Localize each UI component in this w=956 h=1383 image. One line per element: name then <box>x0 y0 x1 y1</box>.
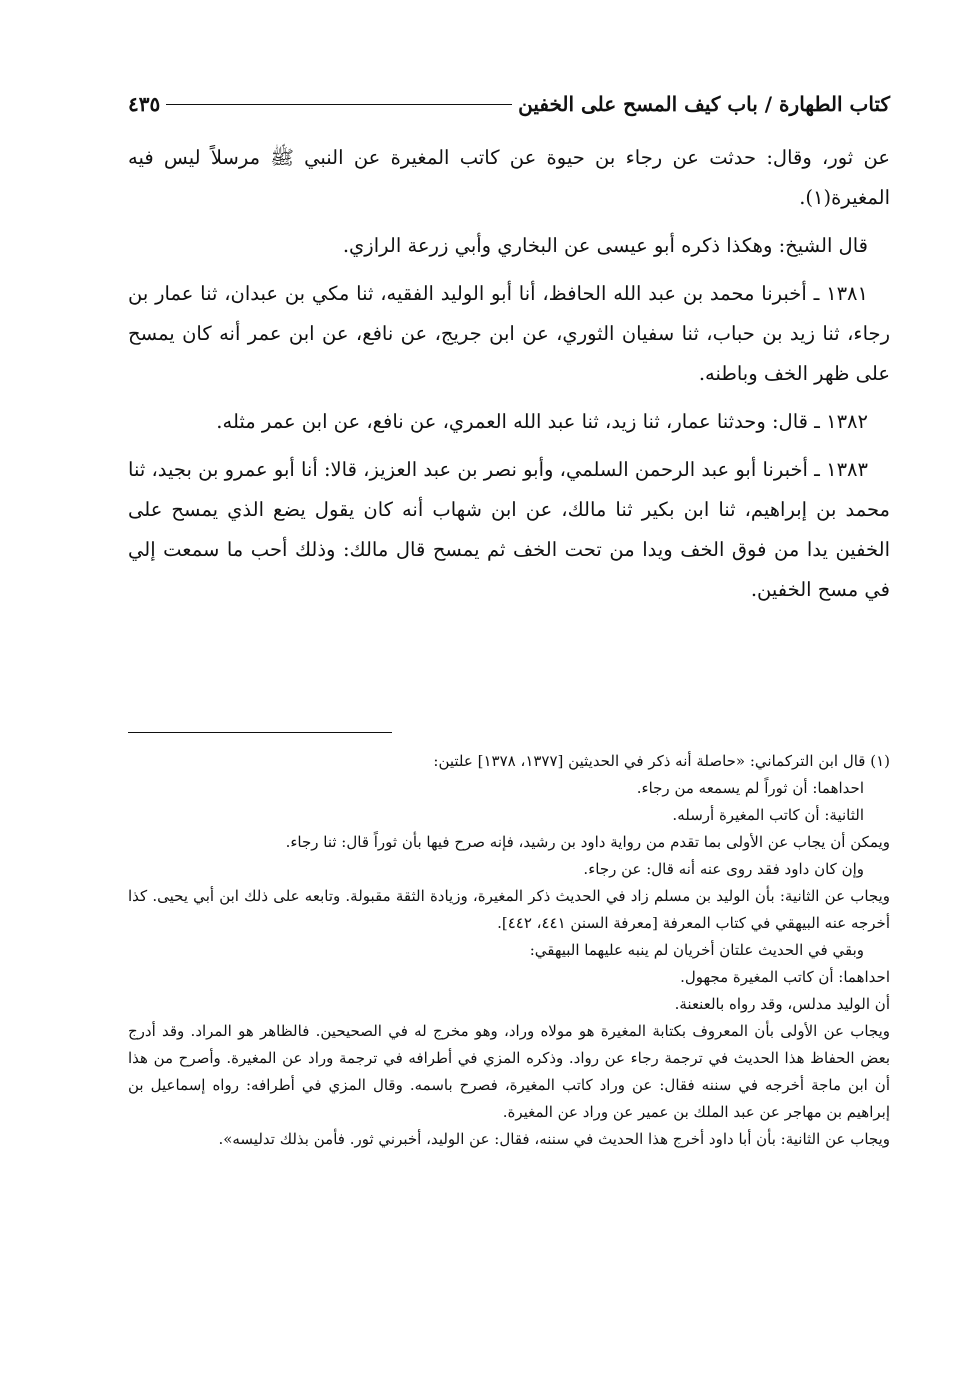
footnote-line: الثانية: أن كاتب المغيرة أرسله. <box>672 806 864 824</box>
footnote-line: (١) قال ابن التركماني: «حاصلة أنه ذكر في الحديثين [١٣٧٧، ١٣٧٨] علتين: <box>433 752 890 770</box>
footnote-line: ويمكن أن يجاب عن الأولى بما تقدم من رواية داود بن رشيد، فإنه صرح فيها بأن ثوراً قال: ثنا رجاء. <box>285 833 890 851</box>
header-title: كتاب الطهارة / باب كيف المسح على الخفين <box>518 92 890 116</box>
footnote-line: ويجاب عن الثانية: بأن الوليد بن مسلم زاد في الحديث ذكر المغيرة، وزيادة الثقة مقبولة. وتابعه على ذلك ابن أبي يحيى. كذا أخرجه عنه البيهقي في كتاب المعرفة [معرفة السنن ٤٤١، ٤٤٢]. <box>128 887 890 932</box>
page <box>128 92 890 618</box>
hadith-1381: ١٣٨١ ـ أخبرنا محمد بن عبد الله الحافظ، أنا أبو الوليد الفقيه، ثنا مكي بن عبدان، ثنا عمار بن رجاء، ثنا زيد بن حباب، ثنا سفيان الثوري، عن ابن جريج، عن نافع، عن ابن عمر أنه كان يمسح على ظهر الخف وباطنه. <box>128 282 890 385</box>
footnote-separator <box>128 732 392 733</box>
footnote-line: احداهما: أن ثوراً لم يسمعه من رجاء. <box>636 779 864 797</box>
footnote-line: ويجاب عن الثانية: بأن أبا داود أخرج هذا الحديث في سننه، فقال: عن الوليد، أخبرني ثور. فأمن بذلك تدليسه». <box>218 1130 890 1148</box>
footnote-line: احداهما: أن كاتب المغيرة مجهول. <box>680 968 890 986</box>
main-text <box>128 138 890 610</box>
hadith-1382: ١٣٨٢ ـ قال: وحدثنا عمار، ثنا زيد، ثنا عبد الله العمري، عن نافع، عن ابن عمر مثله. <box>216 410 868 433</box>
footnote-line: وإن كان داود فقد روى عنه أنه قال: عن رجاء. <box>583 860 864 878</box>
page-number: ٤٣٥ <box>128 92 161 116</box>
running-header <box>128 92 890 124</box>
footnote-line: أن الوليد مدلس، وقد رواه بالعنعنة. <box>674 995 890 1013</box>
paragraph-sheikh: قال الشيخ: وهكذا ذكره أبو عيسى عن البخاري وأبي زرعة الرازي. <box>342 234 868 257</box>
footnote-line: ويجاب عن الأولى بأن المعروف بكتابة المغيرة هو مولاه وراد، وهو مخرج له في الصحيحين. فالظاهر هو المراد. وقد أدرج بعض الحفاظ هذا الحديث في ترجمة رجاء عن رواد. وذكره المزي في أطرافه في ترجمة وراد عن المغيرة. وأصرح من هذا أن ابن ماجة أخرجه في سننه فقال: عن وراد كاتب المغيرة، فصرح باسمه. وقال المزي في أطرافه: رواه إسماعيل بن إبراهيم بن مهاجر عن عبد الملك بن عمير عن وراد عن المغيرة. <box>128 1022 890 1121</box>
footnotes <box>128 748 890 1153</box>
paragraph-continuation: عن ثور، وقال: حدثت عن رجاء بن حيوة عن كاتب المغيرة عن النبي ﷺ مرسلاً ليس فيه المغيرة(١). <box>128 146 890 209</box>
hadith-1383: ١٣٨٣ ـ أخبرنا أبو عبد الرحمن السلمي، وأبو نصر بن عبد العزيز، قالا: أنا أبو عمرو بن بجيد، ثنا محمد بن إبراهيم، ثنا ابن بكير ثنا مالك، عن ابن شهاب أنه كان يقول يضع الذي يمسح على الخفين يدا من فوق الخف ويدا من تحت الخف ثم يمسح قال مالك: وذلك أحب ما سمعت إلي في مسح الخفين. <box>128 458 890 601</box>
footnote-line: وبقي في الحديث علتان أخريان لم ينبه عليهما البيهقي: <box>529 941 864 959</box>
header-rule <box>166 104 512 105</box>
